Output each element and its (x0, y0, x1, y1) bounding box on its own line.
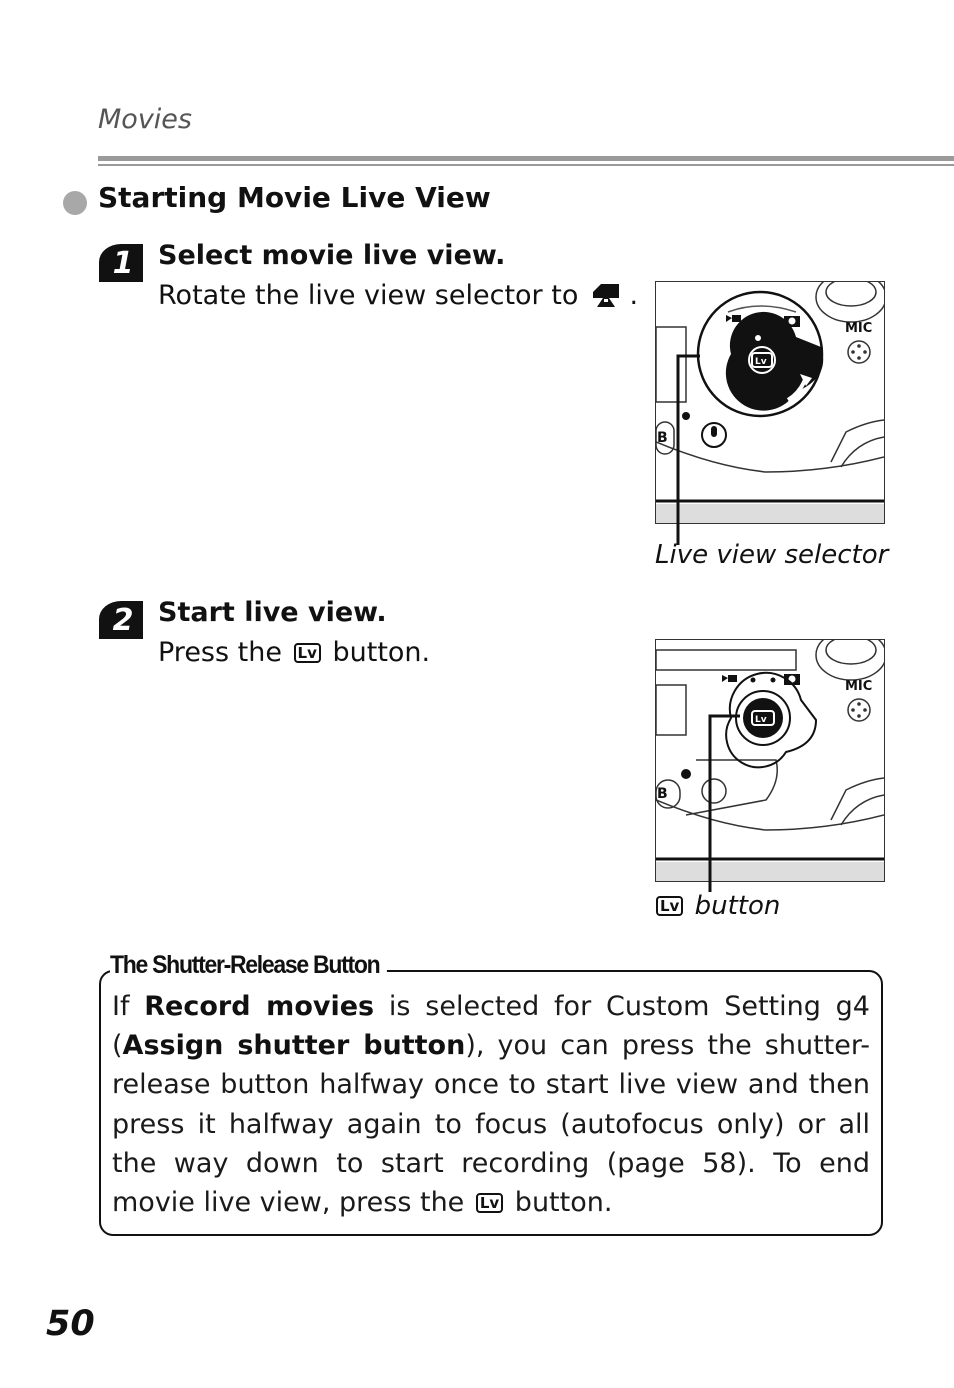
figure-2-caption-text: button (694, 891, 781, 921)
fig2-lv-label: Lv (755, 715, 767, 725)
camera-top-illustration-2 (656, 640, 884, 881)
figure-2-caption (656, 891, 780, 921)
page-number: 50 (46, 1304, 95, 1344)
heading-bullet-icon (63, 191, 87, 215)
note-text-3: ), you can press the shutter-release button halfway once to start live view and then press it halfway again to focus (autofocus only) or all the way down to start recording (page 58). To end movie live view, press the (112, 1030, 870, 1219)
step-2-title: Start live view. (158, 597, 387, 628)
step-1-title: Select movie live view. (158, 240, 506, 271)
page-heading: Starting Movie Live View (98, 181, 491, 214)
selector-leader-line (670, 350, 710, 550)
note-bold-record-movies: Record movies (144, 991, 375, 1022)
movie-camera-icon (591, 281, 621, 307)
fig1-lv-label: Lv (755, 357, 767, 367)
fig1-wb-label: B (657, 430, 668, 446)
note-title: The Shutter-Release Button (110, 951, 387, 980)
step-2-text-before: Press the (158, 637, 282, 668)
note-text-4: button. (506, 1187, 613, 1219)
step-1-number: 1 (112, 245, 134, 281)
lv-button-leader-line (700, 710, 750, 895)
step-2-text-after: button. (332, 637, 431, 668)
section-title: Movies (98, 104, 192, 135)
step-1-badge (99, 244, 143, 282)
step-1-text-before: Rotate the live view selector to (158, 280, 579, 311)
fig2-wb-label: B (657, 786, 668, 802)
step-2-badge (99, 601, 143, 639)
fig2-mic-label: MIC (845, 679, 873, 694)
header-rule-thin (98, 164, 954, 166)
lv-caption-icon: Lv (656, 896, 683, 916)
step-2-text (158, 637, 430, 668)
note-body (112, 987, 870, 1222)
step-1-text-after: . (629, 280, 639, 311)
header-rule (98, 156, 954, 161)
figure-1-caption: Live view selector (655, 540, 889, 570)
fig1-mic-label: MIC (845, 321, 873, 336)
note-lv-icon: Lv (476, 1193, 503, 1213)
note-text-2: is selected for Custom Setting g4 ( (112, 991, 870, 1062)
note-bold-assign-shutter: Assign shutter button (122, 1030, 466, 1062)
note-text-1: If (112, 991, 145, 1022)
step-2-number: 2 (112, 602, 134, 638)
lv-button-icon: Lv (294, 643, 321, 663)
step-1-text (158, 280, 638, 311)
lv-button-figure (655, 639, 885, 882)
